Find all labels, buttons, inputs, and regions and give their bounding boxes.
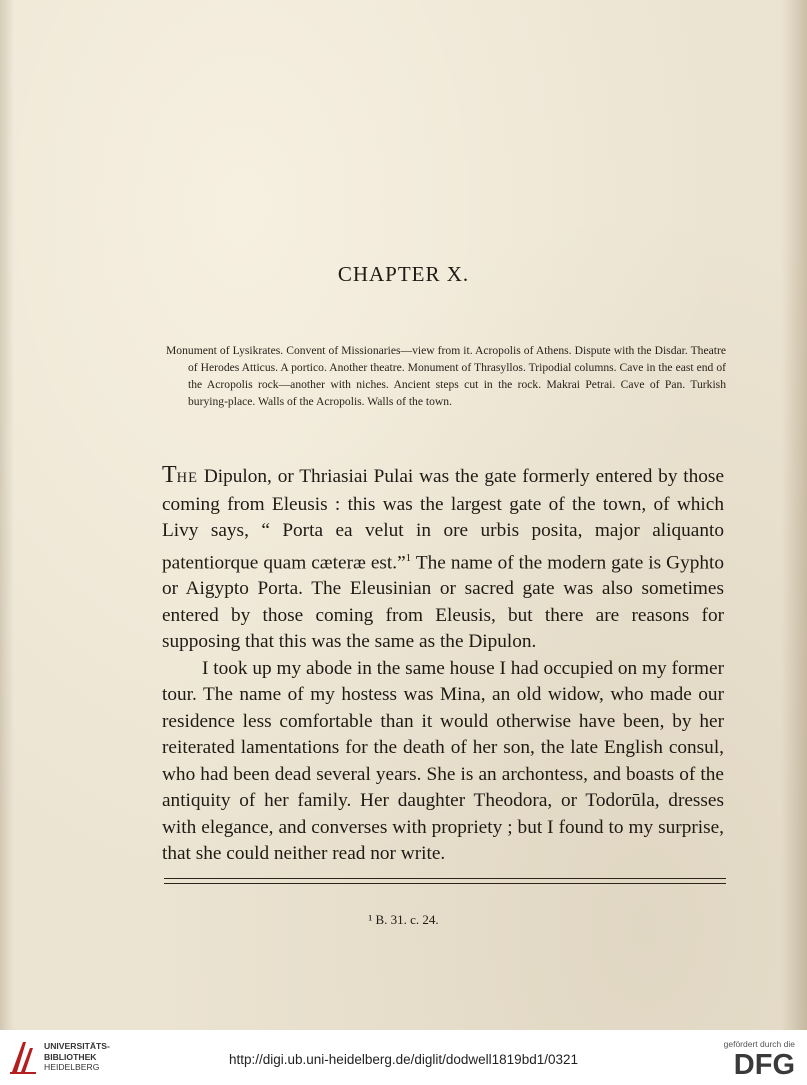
body-text — [162, 462, 724, 868]
initial-letter: T — [162, 462, 177, 488]
page-spine-shadow — [781, 0, 807, 1030]
footnote-rule — [164, 878, 726, 879]
paragraph-1-text: Dipulon, or Thriasiai Pulai was the gate formerly entered by those coming from Eleusis : this was the largest gate of the town, of which Livy says, “ Porta ea velut in ore urbis posita, major aliquanto patentiorque quam cæteræ est.” — [162, 466, 724, 573]
paragraph-2: I took up my abode in the same house I had occupied on my former tour. The name of my hostess was Mina, an old widow, who made our residence less comfortable than it would otherwise have been, by her reiterated lamentations for the death of her son, the late English consul, who had been dead several years. She is an archontess, and boasts of the antiquity of her family. Her daughter Theodora, or Todorūla, dresses with elegance, and converses with propriety ; but I found to my surprise, that she could neither read nor write. — [162, 657, 724, 865]
chapter-summary: Monument of Lysikrates. Convent of Missionaries—view from it. Acropolis of Athens. Dispute with the Disdar. Theatre of Herodes Atticus. A portico. Another theatre. Monument of Thrasyllos. Tripodial columns. Cave in the east end of the Acropolis rock—another with niches. Ancient steps cut in the rock. Makrai Petrai. Cave of Pan. Turkish burying-place. Walls of the Acropolis. Walls of the town. — [166, 344, 726, 408]
footnote-rule-second — [164, 883, 726, 884]
library-line-3: HEIDELBERG — [44, 1062, 100, 1072]
library-line-1: UNIVERSITÄTS- — [44, 1041, 110, 1051]
footnote: ¹ B. 31. c. 24. — [368, 912, 439, 927]
page-edge-shadow — [0, 0, 14, 1030]
page-url-link[interactable]: http://digi.ub.uni-heidelberg.de/diglit/dodwell1819bd1/0321 — [228, 1052, 579, 1067]
footnote-reference[interactable]: 1 — [405, 551, 412, 564]
paragraph-1-end: The name of the modern gate is Gyphto or Aigypto Porta. The Eleusinian or sacred gate was also sometimes entered by those coming from Eleusis, but there are reasons for supposing that this was the same as the Dipulon. — [162, 551, 725, 653]
dfg-logo: DFG — [733, 1049, 795, 1081]
small-caps: HE — [176, 470, 199, 486]
chapter-title: CHAPTER X. — [337, 262, 470, 286]
library-line-2: BIBLIOTHEK — [44, 1051, 97, 1062]
sponsor-label: gefördert durch die — [723, 1039, 795, 1049]
first-word — [162, 462, 199, 488]
paragraph-1 — [162, 462, 724, 656]
